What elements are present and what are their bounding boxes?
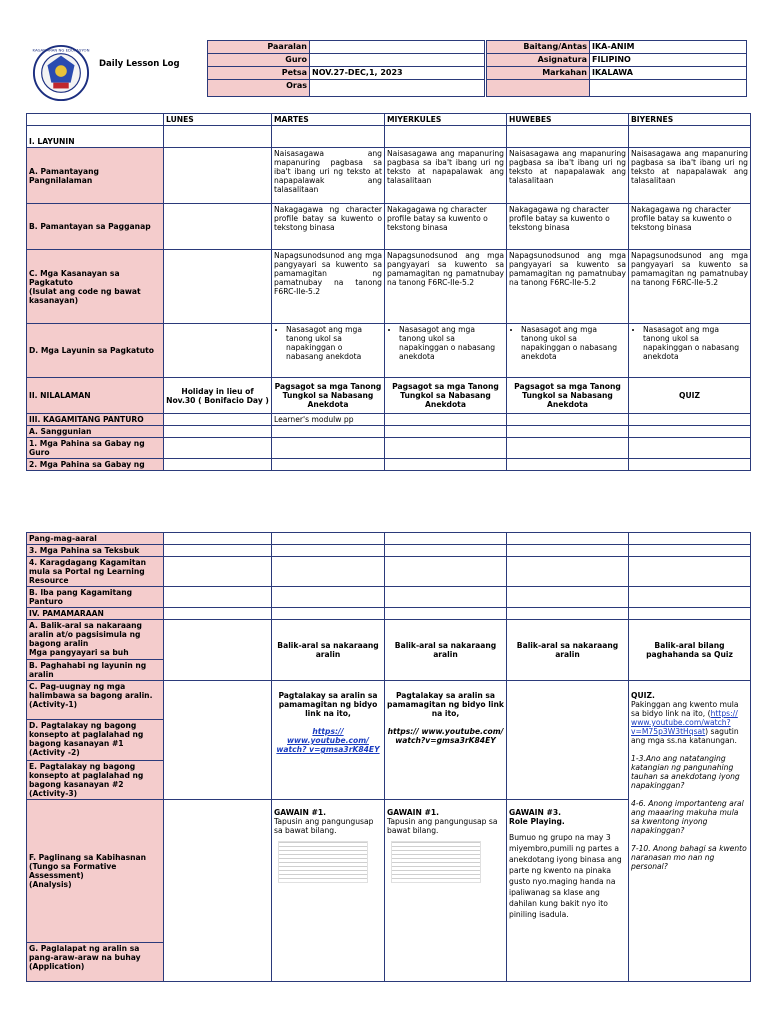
layunin-text-wed: [385, 324, 507, 378]
gawain-tue: [272, 800, 385, 982]
layunin-text-tue: [272, 324, 385, 378]
quiz-video-link[interactable]: https:// www.youtube.com/watch? v=M75p3W3tHqsat: [631, 709, 738, 736]
pagtalakay-wed-text: Pagtalakay sa aralin sa pamamagitan ng bidyo link na ito,: [387, 691, 504, 718]
layunin-text-thu: [507, 324, 629, 378]
pamantayang-text-tue: Naisasagawa ang mapanuring pagbasa sa iba't ibang uri ng teksto at napapalawak ang talasalitaan: [272, 148, 385, 204]
kagamitan-label: III. KAGAMITANG PANTURO: [27, 414, 164, 426]
quiz-title: QUIZ.: [631, 691, 655, 700]
kasanayan-label-main: C. Mga Kasanayan sa Pagkatuto: [29, 268, 120, 287]
pamantayan-pagganap-label: B. Pamantayan sa Pagganap: [27, 204, 164, 250]
gawain-thu-sub: Role Playing.: [509, 817, 565, 826]
worksheet-thumbnail-wed: [391, 841, 481, 883]
pamantayang-text-fri: Naisasagawa ang mapanuring pagbasa sa iba't ibang uri ng teksto at napapalawak ang talasalitaan: [629, 148, 751, 204]
header-table-left: [207, 40, 485, 97]
day-header-huwebes: HUWEBES: [507, 114, 629, 126]
deped-seal-icon: [32, 44, 90, 102]
layunin-heading: I. LAYUNIN: [27, 126, 164, 148]
document-title: Daily Lesson Log: [99, 59, 180, 69]
nilalaman-thu: Pagsagot sa mga Tanong Tungkol sa Nabasang Anekdota: [507, 378, 629, 414]
asignatura-label: Asignatura: [487, 54, 590, 67]
gabay-mag-aaral-label: 2. Mga Pahina sa Gabay ng: [27, 459, 164, 471]
oras-label: Oras: [208, 80, 310, 97]
iba-pang-kagamitan-label: B. Iba pang Kagamitang Panturo: [27, 587, 164, 608]
gabay-guro-label: 1. Mga Pahina sa Gabay ng Guro: [27, 438, 164, 459]
day-header-biyernes: BIYERNES: [629, 114, 751, 126]
kagamitan-tue: Learner's modulw pp: [272, 414, 385, 426]
corner-cell: [27, 114, 164, 126]
gawain-wed: [385, 800, 507, 982]
pamantayang-text-wed: Naisasagawa ang mapanuring pagbasa sa iba't ibang uri ng teksto at napapalawak ang talasalitaan: [385, 148, 507, 204]
guro-label: Guro: [208, 54, 310, 67]
quiz-after: ) sagutin ang mga ss.na katanungan.: [631, 727, 739, 745]
gawain-wed-text: Tapusin ang pangungusap sa bawat bilang.: [387, 817, 498, 835]
markahan-value: IKALAWA: [590, 67, 747, 80]
pagtalakay-1-label-main: D. Pagtalakay ng bagong konsepto at paglalahad ng bagong kasanayan #1: [29, 721, 144, 748]
baitang-label: Baitang/Antas: [487, 41, 590, 54]
balik-aral-thu: Balik-aral sa nakaraang aralin: [507, 620, 629, 681]
layunin-bullet-fri: • Nasasagot ang mga tanong ukol sa napakinggan o nabasang anekdota: [643, 325, 748, 361]
worksheet-thumbnail-tue: [278, 841, 368, 883]
pagtalakay-1-label: [27, 720, 164, 761]
day-header-martes: MARTES: [272, 114, 385, 126]
quiz-question-2: 4-6. Anong importanteng aral ang maaaring makuha mula sa kwentong inyong napakinggan?: [631, 799, 744, 835]
pagtalakay-tue-text: Pagtalakay sa aralin sa pamamagitan ng bidyo link na ito,: [278, 691, 378, 718]
petsa-label: Petsa: [208, 67, 310, 80]
pagtalakay-wed: [385, 681, 507, 800]
pag-uugnay-label-sub: (Activity-1): [29, 700, 78, 709]
pagtalakay-2-label: [27, 761, 164, 800]
gawain-tue-text: Tapusin ang pangungusap sa bawat bilang.: [274, 817, 374, 835]
balik-aral-label-main: A. Balik-aral sa nakaraang aralin at/o pagsisimula ng bagong aralin: [29, 621, 142, 648]
quiz-question-1: 1-3.Ano ang natatanging katangian ng pangunahing tauhan sa anekdotang iyong napakinggan?: [631, 754, 740, 790]
day-header-lunes: LUNES: [164, 114, 272, 126]
balik-aral-fri: Balik-aral bilang paghahanda sa Quiz: [629, 620, 751, 681]
kasanayan-text-fri: Napagsunodsunod ang mga pangyayari sa kuwento sa pamamagitan ng pamatnubay na tanong F6RC-IIe-5.2: [629, 250, 751, 324]
blank-value: [590, 80, 747, 97]
paglalapat-label: G. Paglalapat ng aralin sa pang-araw-araw na buhay (Application): [27, 943, 164, 982]
pagganap-text-thu: Nakagagawa ng character profile batay sa kuwento o tekstong binasa: [507, 204, 629, 250]
layunin-bullet-tue: • Nasasagot ang mga tanong ukol sa napakinggan o nabasang anekdota: [286, 325, 382, 361]
balik-aral-wed: Balik-aral sa nakaraang aralin: [385, 620, 507, 681]
layunin-bullet-thu: • Nasasagot ang mga tanong ukol sa napakinggan o nabasang anekdota: [521, 325, 626, 361]
header-table-right: [486, 40, 747, 97]
video-link-wed[interactable]: https:// www.youtube.com/ watch?v=gmsa3rK84EY: [387, 727, 504, 745]
pang-mag-aaral-label: Pang-mag-aaral: [27, 533, 164, 545]
paglinang-label-analysis: (Analysis): [29, 880, 72, 889]
balik-aral-label: [27, 620, 164, 660]
quiz-question-3: 7-10. Anong bahagi sa kwento naranasan mo nan ng personal?: [631, 844, 747, 871]
nilalaman-tue: Pagsagot sa mga Tanong Tungkol sa Nabasang Anekdota: [272, 378, 385, 414]
blank-label: [487, 80, 590, 97]
quiz-intro: Pakinggan ang kwento mula sa bidyo link na ito, (: [631, 700, 739, 718]
quiz-cell: [629, 681, 751, 982]
pag-uugnay-label-main: C. Pag-uugnay ng mga halimbawa sa bagong aralin.: [29, 682, 153, 700]
pag-uugnay-label: [27, 681, 164, 720]
gawain-thu-title: GAWAIN #3.: [509, 808, 562, 817]
pagtalakay-tue: [272, 681, 385, 800]
pagganap-text-fri: Nakagagawa ng character profile batay sa kuwento o tekstong binasa: [629, 204, 751, 250]
nilalaman-fri: QUIZ: [629, 378, 751, 414]
guro-value: [310, 54, 485, 67]
paglinang-label-main: F. Paglinang sa Kabihasnan: [29, 853, 147, 862]
kasanayan-text-thu: Napagsunodsunod ang mga pangyayari sa kuwento sa pamamagitan ng pamatnubay na tanong F6RC-IIe-5.2: [507, 250, 629, 324]
pagtalakay-2-label-main: E. Pagtalakay ng bagong konsepto at paglalahad ng bagong kasanayan #2: [29, 762, 144, 789]
kasanayan-text-wed: Napagsunodsunod ang mga pangyayari sa kuwento sa pamamagitan ng pamatnubay na tanong F6RC-IIe-5.2: [385, 250, 507, 324]
markahan-label: Markahan: [487, 67, 590, 80]
pamamaraan-heading: IV. PAMAMARAAN: [27, 608, 164, 620]
svg-text:KAGAWARAN NG EDUKASYON: KAGAWARAN NG EDUKASYON: [32, 47, 90, 53]
layunin-pagkatuto-label: D. Mga Layunin sa Pagkatuto: [27, 324, 164, 378]
karagdagang-kagamitan-label: 4. Karagdagang Kagamitan mula sa Portal ng Learning Resource: [27, 557, 164, 587]
pamantayang-pangnilalaman-label: A. Pamantayang Pangnilalaman: [27, 148, 164, 204]
paglinang-label-sub: (Tungo sa Formative Assessment): [29, 862, 117, 880]
pagganap-text-wed: Nakagagawa ng character profile batay sa kuwento o tekstong binasa: [385, 204, 507, 250]
balik-aral-label-sub: Mga pangyayari sa buh: [29, 648, 129, 657]
layunin-bullet-wed: • Nasasagot ang mga tanong ukol sa napakinggan o nabasang anekdota: [399, 325, 504, 361]
kasanayan-label-note: (Isulat ang code ng bawat kasanayan): [29, 286, 141, 305]
asignatura-value: FILIPINO: [590, 54, 747, 67]
pagtalakay-2-label-sub: (Activity-3): [29, 789, 78, 798]
paglinang-label: [27, 800, 164, 943]
kasanayan-label: [27, 250, 164, 324]
paaralan-label: Paaralan: [208, 41, 310, 54]
day-header-miyerkules: MIYERKULES: [385, 114, 507, 126]
teksbuk-label: 3. Mga Pahina sa Teksbuk: [27, 545, 164, 557]
lesson-table-page1: [26, 113, 751, 471]
video-link-tue[interactable]: https:// www.youtube.com/ watch? v=gmsa3rK84EY: [276, 727, 380, 754]
baitang-value: IKA-ANIM: [590, 41, 747, 54]
nilalaman-wed: Pagsagot sa mga Tanong Tungkol sa Nabasang Anekdota: [385, 378, 507, 414]
gawain-wed-title: GAWAIN #1.: [387, 808, 440, 817]
paghahabi-label: B. Paghahabi ng layunin ng aralin: [27, 660, 164, 681]
gawain-thu-text: Bumuo ng grupo na may 3 miyembro,pumili ng partes a anekdotang iyong binasa ang parte ng kwento na pinaka gusto nyo.maging handa na ipaliwanag sa klase ang dahilan kung bakit nyo ito piniling isadula.: [509, 833, 622, 919]
sanggunian-label: A. Sanggunian: [27, 426, 164, 438]
gawain-tue-title: GAWAIN #1.: [274, 808, 327, 817]
petsa-value: NOV.27-DEC,1, 2023: [310, 67, 485, 80]
pagtalakay-1-label-sub: (Activity -2): [29, 748, 80, 757]
balik-aral-tue: Balik-aral sa nakaraang aralin: [272, 620, 385, 681]
paaralan-value: [310, 41, 485, 54]
gawain-thu: [507, 800, 629, 982]
nilalaman-label: II. NILALAMAN: [27, 378, 164, 414]
pagganap-text-tue: Nakagagawa ng character profile batay sa kuwento o tekstong binasa: [272, 204, 385, 250]
pamantayang-text-thu: Naisasagawa ang mapanuring pagbasa sa iba't ibang uri ng teksto at napapalawak ang talasalitaan: [507, 148, 629, 204]
lesson-table-page2: [26, 532, 751, 982]
nilalaman-mon: Holiday in lieu of Nov.30 ( Bonifacio Day ): [164, 378, 272, 414]
layunin-text-fri: [629, 324, 751, 378]
kasanayan-text-tue: Napagsunodsunod ang mga pangyayari sa kuwento sa pamamagitan ng pamatnubay na tanong F6RC-IIe-5.2: [272, 250, 385, 324]
oras-value: [310, 80, 485, 97]
